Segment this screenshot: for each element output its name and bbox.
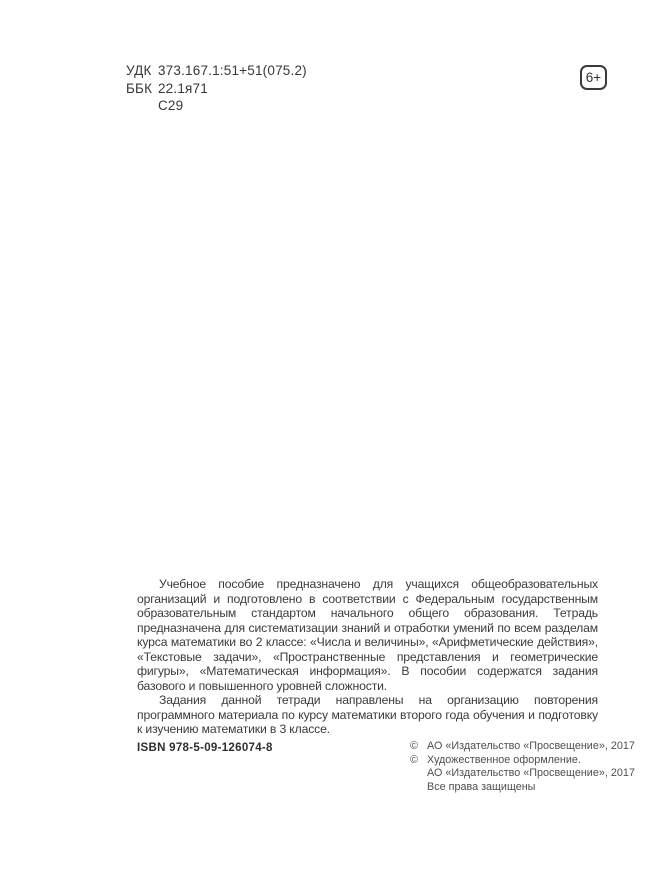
udk-value: 373.167.1:51+51(075.2) bbox=[157, 63, 307, 78]
copyright-line bbox=[410, 740, 635, 754]
bbk-value: 22.1я71 bbox=[157, 80, 208, 96]
isbn: ISBN 978-5-09-126074-8 bbox=[137, 742, 273, 754]
udk-label: УДК bbox=[126, 63, 152, 78]
udk-row bbox=[126, 62, 307, 80]
copyright-line bbox=[410, 781, 635, 795]
copyright-line bbox=[410, 754, 635, 768]
author-sign-row bbox=[126, 97, 307, 115]
copyright-block bbox=[410, 740, 635, 794]
copyright-text: Все права защищены bbox=[427, 780, 536, 793]
copyright-line bbox=[410, 767, 635, 781]
annotation-paragraph-2: Задания данной тетради направлены на организацию повторения программного материала по курсу математики второго года обучения и подготовку к изучению математики в 3 классе. bbox=[137, 693, 598, 736]
copyright-icon: © bbox=[410, 740, 418, 752]
copyright-icon: © bbox=[410, 753, 418, 766]
author-sign: С29 bbox=[157, 98, 184, 113]
age-rating-badge: 6+ bbox=[580, 65, 607, 90]
copyright-symbol-spacer bbox=[410, 781, 427, 795]
annotation-paragraph-1: Учебное пособие предназначено для учащихся общеобразовательных организаций и подготовлено в соответствии с Федеральным государственным образовательным стандартом начального общего образования. Тетрадь предназначена для систематизации знаний и отработки умений по всем разделам курса математики во 2 классе: «Числа и величины», «Арифметические действия», «Текстовые задачи», «Пространственные представления и геометрические фигуры», «Математическая информация». В пособии содержатся задания базового и повышенного уровней сложности. bbox=[137, 577, 598, 693]
bbk-row bbox=[126, 80, 307, 98]
annotation-block bbox=[137, 577, 598, 737]
classification-codes bbox=[126, 62, 307, 115]
copyright-text: АО «Издательство «Просвещение», 2017 bbox=[427, 767, 635, 780]
copyright-text: АО «Издательство «Просвещение», 2017 bbox=[427, 740, 635, 752]
copyright-text: Художественное оформление. bbox=[427, 753, 581, 766]
copyright-symbol-spacer bbox=[410, 767, 427, 781]
bbk-label: ББК bbox=[126, 80, 153, 96]
